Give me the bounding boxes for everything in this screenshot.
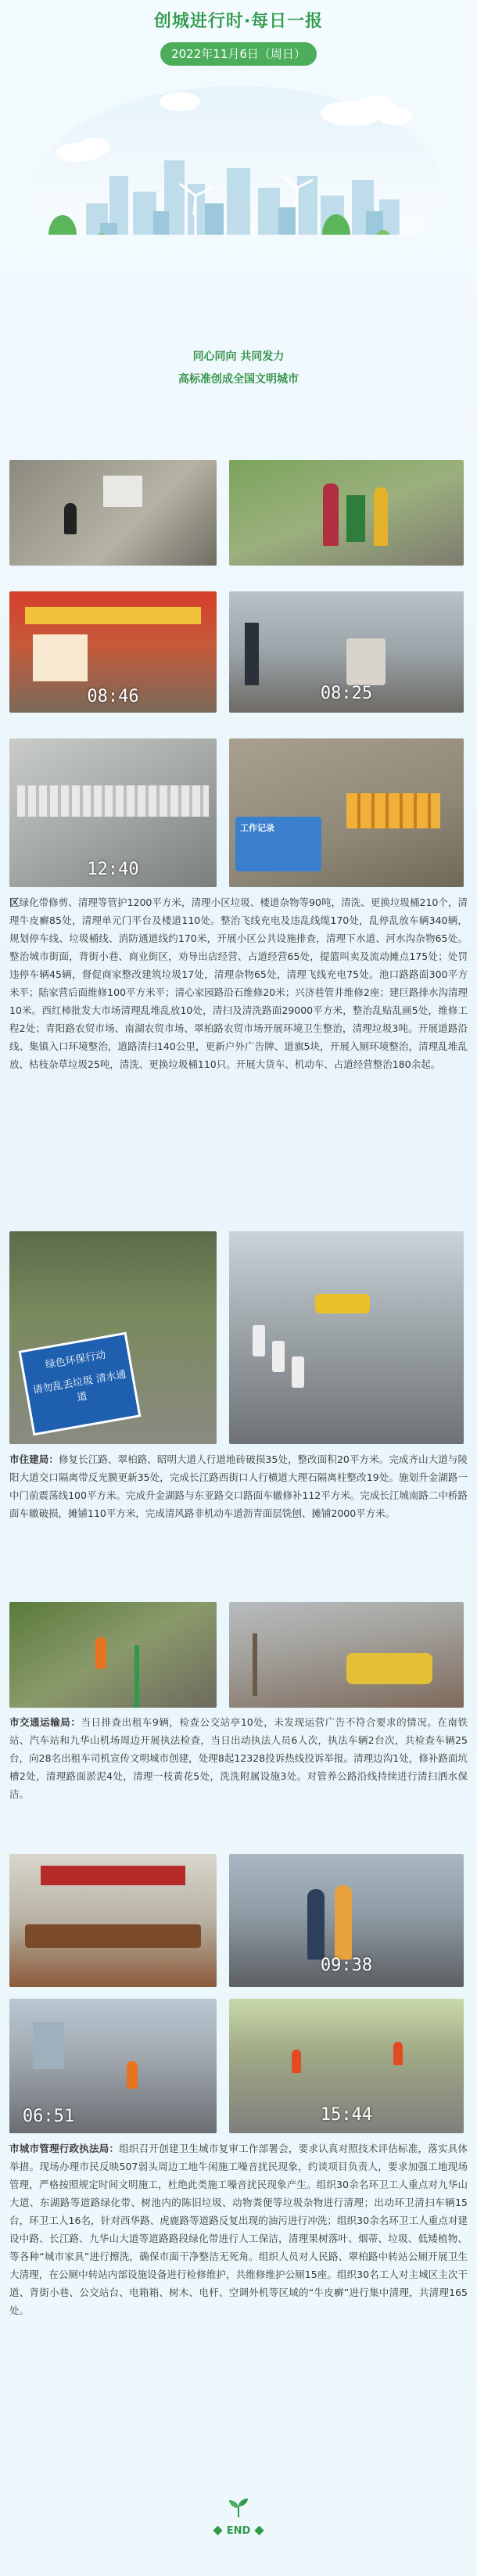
photo-construction-barriers xyxy=(229,738,464,887)
worker-figure xyxy=(64,503,77,534)
construction-barrier xyxy=(346,793,440,828)
worker-figure xyxy=(95,1637,106,1669)
photo-road-cleaning xyxy=(229,1999,464,2133)
transport-section xyxy=(9,1713,468,1803)
urban-text: 组织召开创建卫生城市复审工作部署会，要求认真对照技术评估标准，落实具体举措。现场办理市民反映507弱头周边工地牛闲施工噪音扰民现象，约谈项目负责人，要求加强工地现场管理，严格按照规定时间文明施工，杜绝此类施工噪音扰民现象产生。组织30余名环卫工人重点对九华山大道、东湖路等道路绿化带、树池内的陈旧垃圾、动物粪便等垃圾杂物进行清理；出动环卫清扫车辆15台，环卫工人16名，针对西华路、虎鹿路等道路反复出现的油污进行冲洗；组织30余名环卫工人重点对建设中路、长江路、九华山大道等道路路段绿化带进行人工保洁，清理果树落叶、烟蒂、垃圾、低矮植物、等各种“城市家具”进行擦洗，确保市面干净整洁无死角。组织人员对人民路、翠柏路中转站公厕开展卫生大清理，在公厕中转站内部设施设备进行检修维护，共维修维护公厕15座。组织30名工人对主城区主次干道、背街小巷、公交站台、电箱箱、树木、电杆、空调外机等区域的“牛皮癣”进行集中清理，共清理165处。 xyxy=(9,2143,468,2316)
taxi xyxy=(315,1294,370,1313)
photo-field-interview xyxy=(229,1854,464,1987)
sign-text: 请勿乱丢垃圾 清水通道 xyxy=(31,1368,127,1404)
worker-figure xyxy=(292,2050,301,2073)
worker-figure xyxy=(127,2061,138,2089)
garbage-bin xyxy=(346,495,365,542)
photo-road-barrier xyxy=(9,738,217,887)
photo-worker-cleaning xyxy=(9,460,217,566)
sprout-icon xyxy=(223,2497,254,2517)
urban-section xyxy=(9,2139,468,2319)
bollard xyxy=(272,1341,285,1372)
watermark-title: 工作记录 xyxy=(240,823,274,833)
photo-street-vendor xyxy=(229,591,464,713)
tree-trunk xyxy=(253,1633,257,1696)
worker-figure xyxy=(374,487,388,546)
photo-storefront xyxy=(9,591,217,713)
end-mark xyxy=(0,2497,477,2537)
guardrail xyxy=(134,1645,139,1708)
building xyxy=(33,2022,64,2069)
district-text: 绿化带修剪、清理等管护1200平方米，清理小区垃圾、楼道杂物等90吨，清洗、更换垃圾桶210个，清理牛皮癣85处，清理单元门平台及楼道110处。整治飞线充电及违乱线缆170处，乱停乱放车辆340辆，规划停车线、垃圾桶线、消防通道线约170米，开展小区公共设施排查，清理下水道、河水沟杂物65处。整治城市街面，背街小巷、商业街区，劝导出店经营、占道经营65处，提篮叫卖及流动摊点175处；处罚违停车辆45辆，督促商家整改建筑垃圾17处，清理杂物65处，清理飞线充电75处。池口路路面300平方米平；陆家营后面维修100平方米平；清心家园路沿石维修20米；兴济巷管井维修2座；建巨路排水沟清理10米。西红柿批发大市场清理乱堆乱放10处，清扫及清洗路面29000平方米，整治乱贴乱画5处，维修工程2处；青阳路农贸市场、南湖农贸市场、翠柏路农贸市场开展环境卫生整治，清理垃圾3吨。开展道路沿线、集镇入口环境整治，道路清扫140公里，更新户外广告牌、道旗5块，开展入厕环境整治，清理乱堆乱放、枯枝杂草垃圾25吨，清洗、更换垃圾桶110只。开展大货车、机动车、占道经营整治180余起。 xyxy=(9,896,468,1070)
photo-street-parking xyxy=(229,1602,464,1708)
shop-window xyxy=(33,634,88,681)
photo-timestamp: 08:25 xyxy=(320,684,373,703)
photo-roadside-workers xyxy=(9,1602,217,1708)
slogan-line-2: 高标准创成全国文明城市 xyxy=(178,373,299,386)
worker-figure xyxy=(323,483,339,546)
photo-sign-and-motorbikes xyxy=(9,1231,217,1444)
transport-text: 当日排查出租车9辆，检查公交站亭10处，未发现运营广告不符合要求的情况。在南铁站、汽车站和九华山机场周边开展执法检查，当日出动执法人员6人次，执法车辆2台次，共检查车辆25台，向28名出租车司机宣传文明城市创建，处理8起12328投诉热线投诉举报。清理边沟1处，修补路面坑槽2处，清理路面淤泥4处，清理一枝黄花5处，洗洗附属设施3处。对管养公路沿线持续进行清扫洒水保洁。 xyxy=(9,1716,468,1800)
bollard xyxy=(253,1325,265,1356)
white-fence xyxy=(17,785,209,817)
transport-heading: 市交通运输局： xyxy=(9,1716,81,1728)
urban-heading: 市城市管理行政执法局： xyxy=(9,2143,120,2154)
photo-timestamp: 06:51 xyxy=(22,2107,75,2126)
photo-timestamp: 08:46 xyxy=(87,687,139,706)
taxi xyxy=(346,1653,432,1684)
photo-meeting-room xyxy=(9,1854,217,1987)
page-header xyxy=(0,0,477,235)
page-title: 创城进行时·每日一报 xyxy=(153,12,324,31)
photo-timestamp: 12:40 xyxy=(87,860,139,879)
watermark-card xyxy=(235,817,321,871)
slogan-line-1: 同心同向 共同发力 xyxy=(192,350,285,363)
district-heading: 区 xyxy=(9,896,20,908)
banner xyxy=(41,1866,185,1885)
date-badge: 2022年11月6日（周日） xyxy=(160,42,317,66)
photo-timestamp: 09:38 xyxy=(320,1956,373,1975)
end-label: END xyxy=(226,2525,251,2537)
photo-bollards-street xyxy=(229,1231,464,1444)
shop-sign xyxy=(25,607,201,624)
sign-title: 绿色环保行动 xyxy=(44,1349,107,1372)
vendor-cart xyxy=(346,638,386,685)
photo-timestamp: 15:44 xyxy=(320,2105,373,2125)
person-figure xyxy=(245,623,259,685)
city-skyline-illustration xyxy=(0,0,477,235)
construction-heading: 市住建局： xyxy=(9,1453,59,1465)
person-figure xyxy=(335,1885,352,1960)
person-figure xyxy=(307,1889,325,1960)
construction-section xyxy=(9,1450,468,1522)
sign-board xyxy=(19,1332,142,1436)
district-section xyxy=(9,893,468,1073)
photo-street-sweeping xyxy=(9,1999,217,2133)
photo-workers-garbage-bin xyxy=(229,460,464,566)
meeting-table xyxy=(25,1924,201,1948)
construction-text: 修复长江路、翠柏路、昭明大道人行道地砖破损35处，整改面积20平方米。完成齐山大道与陵阳大道交口隔离带反光膜更新35处，完成长江路西街口人行横道大理石隔离柱整改19处。施划升金湖路一中门前震荡线100平方米。完成升金湖路与东亚路交口路面车辙修补112平方米。完成长江城南路二中桥路面车辙破损，摊铺110平方米，完成清风路非机动车道沥青面层铣刨、摊铺2000平方米。 xyxy=(9,1453,468,1519)
bollard xyxy=(292,1356,304,1388)
end-label-row: ◆ END ◆ xyxy=(213,2522,264,2537)
worker-figure xyxy=(393,2042,403,2065)
air-conditioner-unit xyxy=(103,476,142,507)
